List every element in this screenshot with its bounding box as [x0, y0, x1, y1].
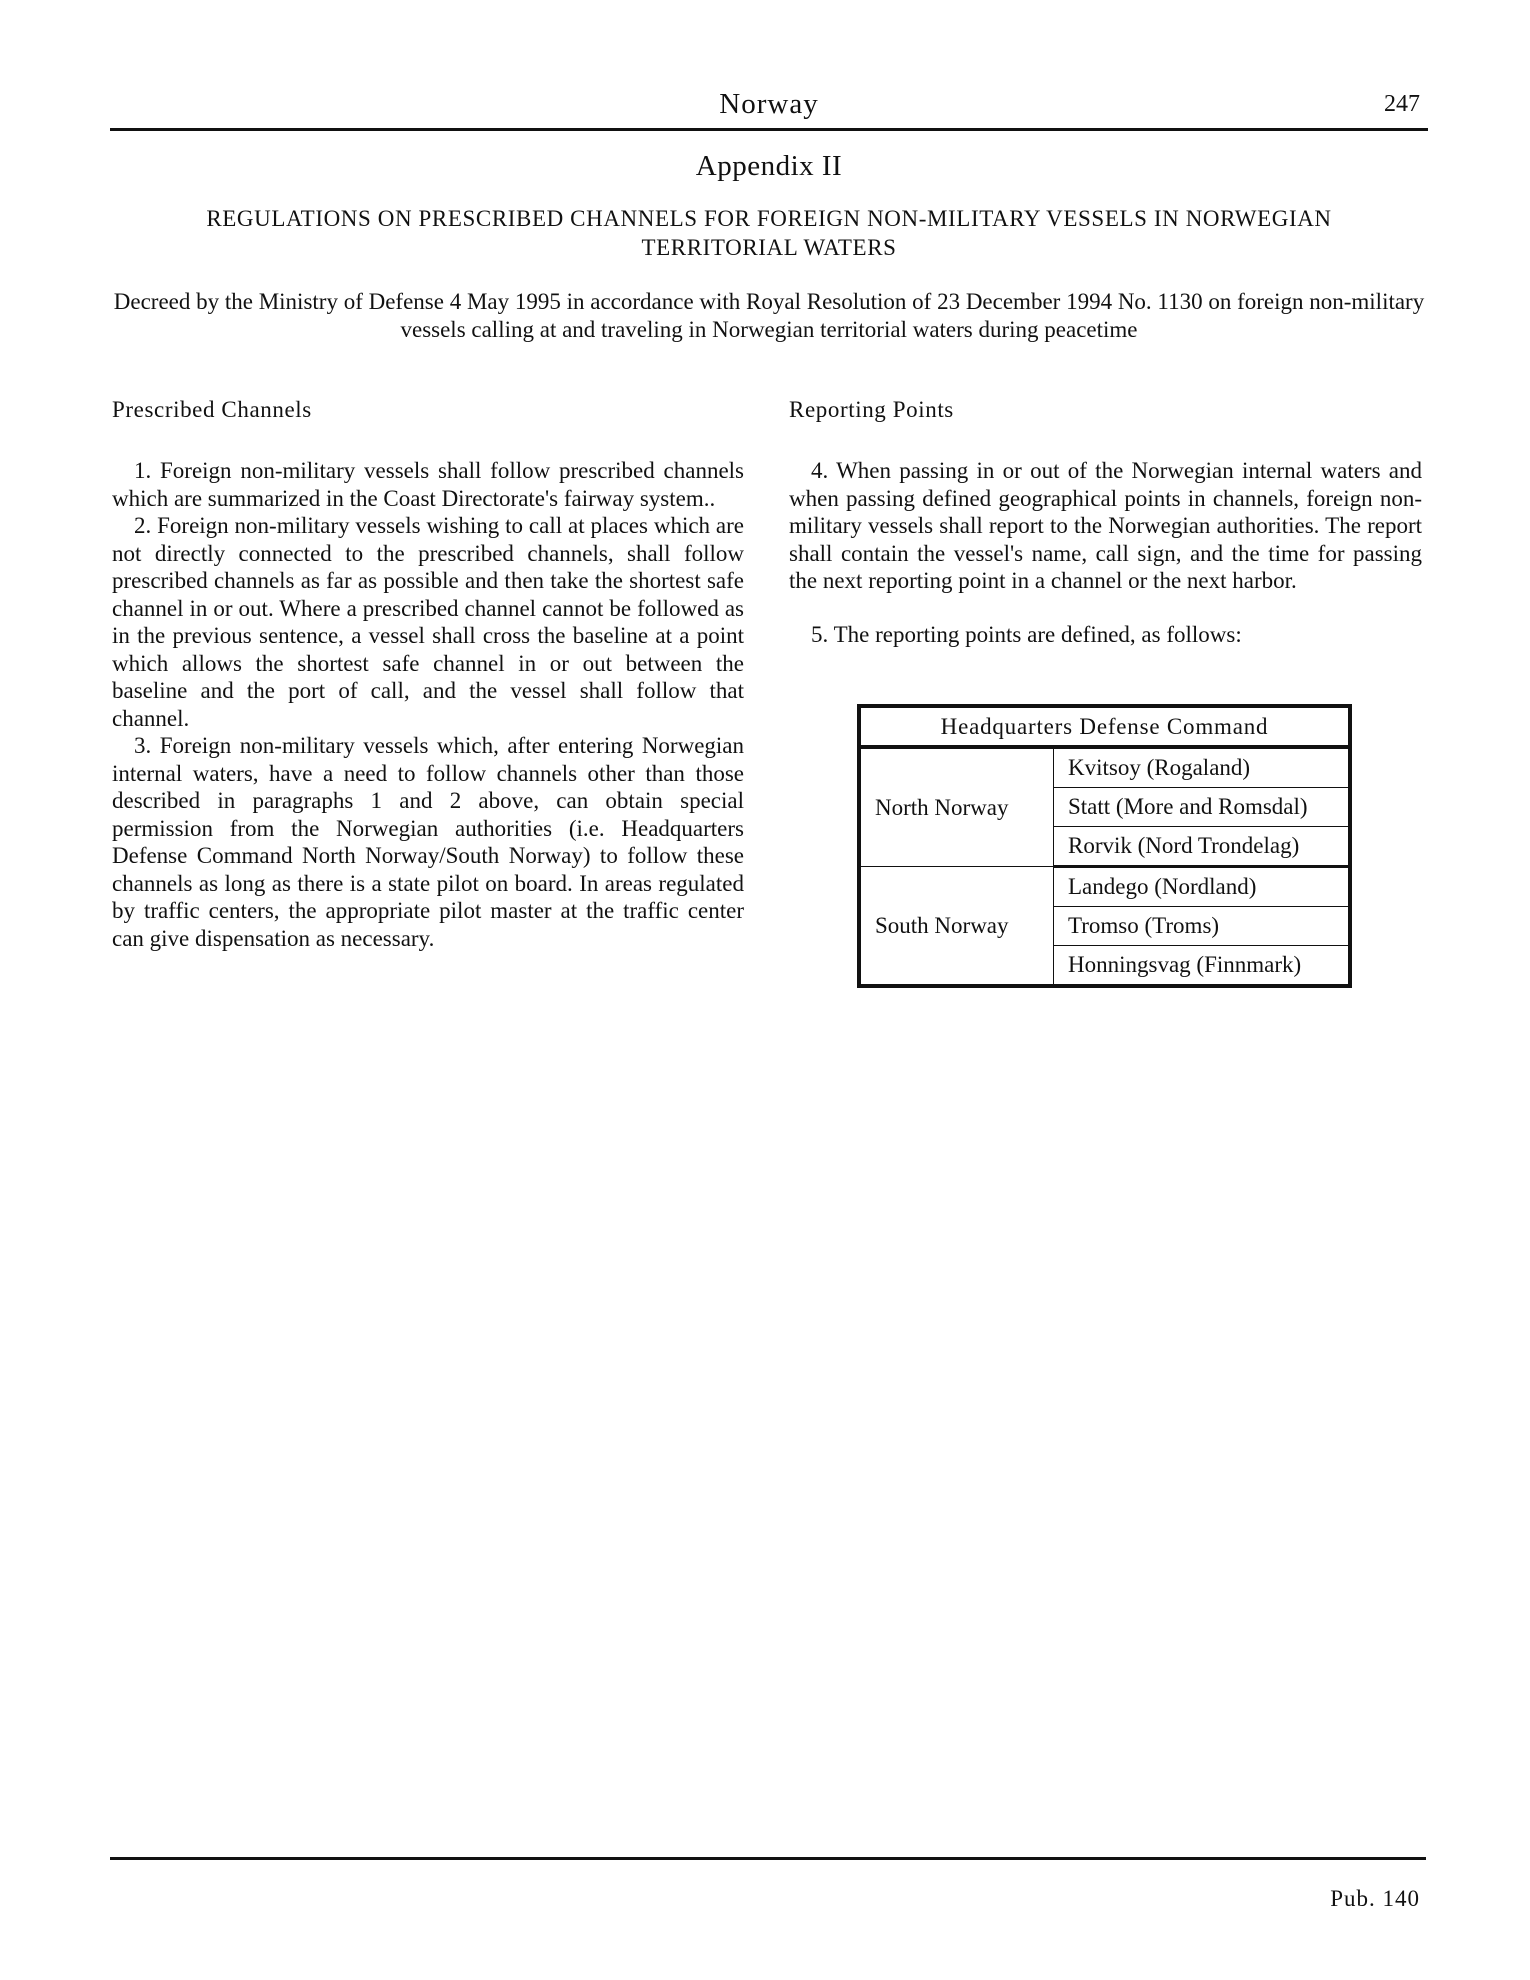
regulation-title: REGULATIONS ON PRESCRIBED CHANNELS FOR FOREIGN NON-MILITARY VESSELS IN NORWEGIAN TERRITORIAL WATERS	[206, 206, 1332, 260]
reporting-point: Landego (Nordland)	[1054, 867, 1351, 907]
paragraph-3: 3. Foreign non-military vessels which, after entering Norwegian internal waters, have a need to follow channels other than those described in paragraphs 1 and 2 above, can obtain special permission from the Norwegian authorities (i.e. Headquarters Defense Command North Norway/South Norway) to follow these channels as long as there is a state pilot on board. In areas regulated by traffic centers, the appropriate pilot master at the traffic center can give dispensation as necessary.	[112, 733, 744, 951]
reporting-point: Statt (More and Romsdal)	[1054, 788, 1351, 827]
appendix-title: Appendix II	[695, 150, 843, 182]
reporting-point: Tromso (Troms)	[1054, 907, 1351, 946]
paragraph-5: 5. The reporting points are defined, as follows:	[811, 621, 1242, 647]
reporting-point: Kvitsoy (Rogaland)	[1054, 747, 1351, 788]
decree-statement: Decreed by the Ministry of Defense 4 May 1995 in accordance with Royal Resolution of 23 December 1994 No. 1130 on foreign non-military vessels calling at and traveling in Norwegian territorial waters during peacetime	[113, 289, 1425, 342]
paragraph-2: 2. Foreign non-military vessels wishing to call at places which are not directly connected to the prescribed channels, shall follow prescribed channels as far as possible and then take the shortest safe channel in or out. Where a prescribed channel cannot be followed as in the previous sentence, a vessel shall cross the baseline at a point which allows the shortest safe channel in or out between the baseline and the port of call, and the vessel shall follow that channel.	[112, 513, 744, 731]
running-title: Norway	[719, 88, 819, 120]
table-row	[859, 867, 1350, 907]
page-number: 247	[1384, 91, 1420, 117]
table-row	[859, 747, 1350, 788]
page-header	[110, 88, 1428, 131]
section-heading-prescribed-channels: Prescribed Channels	[112, 397, 312, 422]
paragraph-4: 4. When passing in or out of the Norwegian internal waters and when passing defined geographical points in channels, foreign non-military vessels shall report to the Norwegian authorities. The report shall contain the vessel's name, call sign, and the time for passing the next reporting point in a channel or the next harbor.	[789, 458, 1422, 593]
left-column	[112, 397, 744, 952]
footer-divider	[110, 1857, 1426, 1860]
table-header: Headquarters Defense Command	[859, 706, 1350, 747]
section-heading-reporting-points: Reporting Points	[789, 397, 954, 422]
region-south-norway: South Norway	[859, 867, 1054, 987]
region-north-norway: North Norway	[859, 747, 1054, 867]
reporting-points-table	[857, 704, 1352, 988]
reporting-point: Honningsvag (Finnmark)	[1054, 946, 1351, 987]
publication-number: Pub. 140	[1330, 1886, 1420, 1911]
reporting-point: Rorvik (Nord Trondelag)	[1054, 827, 1351, 867]
paragraph-1: 1. Foreign non-military vessels shall follow prescribed channels which are summarized in the Coast Directorate's fairway system..	[112, 458, 744, 511]
right-column	[789, 397, 1422, 648]
